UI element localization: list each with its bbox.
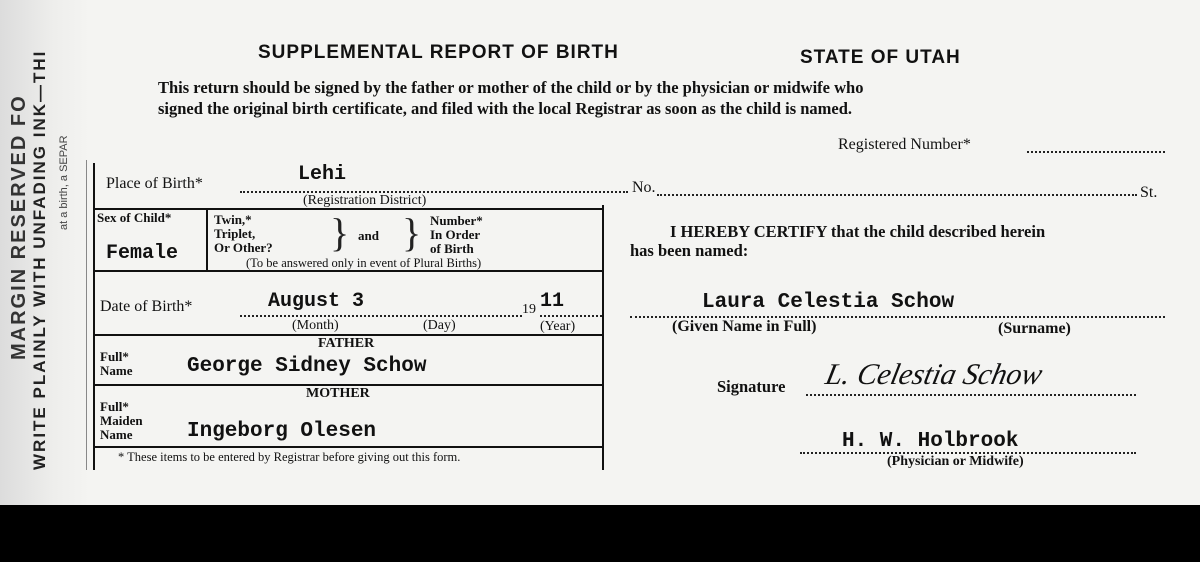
- and-label: and: [358, 228, 379, 243]
- mother-name-label-1: Full*: [100, 399, 129, 414]
- mother-name-value: Ingeborg Olesen: [187, 420, 377, 443]
- date-of-birth-label: Date of Birth*: [100, 298, 193, 315]
- year-line: [540, 315, 602, 317]
- certify-line-1: I HEREBY CERTIFY that the child described herein: [670, 222, 1046, 241]
- year-prefix: 19: [522, 302, 536, 317]
- registered-number-label: Registered Number*: [838, 136, 971, 153]
- surname-caption: (Surname): [998, 320, 1071, 337]
- registration-district-caption: (Registration District): [303, 193, 427, 208]
- registered-number-line: [1027, 151, 1165, 153]
- right-brace-icon: }: [402, 210, 422, 255]
- margin-ink-instruction: WRITE PLAINLY WITH UNFADING INK—THI: [30, 49, 49, 470]
- place-of-birth-label: Place of Birth*: [106, 175, 203, 192]
- sex-of-child-value: Female: [106, 242, 179, 265]
- signature-label: Signature: [717, 377, 786, 396]
- signature-handwriting: L. Celestia Schow: [822, 358, 1046, 391]
- street-label: St.: [1140, 184, 1158, 201]
- margin-reserved-text: MARGIN RESERVED FO: [8, 94, 30, 360]
- instruction-line-2: signed the original birth certificate, and filed with the local Registrar as soon as the child is named.: [158, 99, 853, 118]
- day-caption: (Day): [423, 318, 456, 333]
- certify-line-2: has been named:: [630, 241, 749, 260]
- father-name-label-2: Name: [100, 363, 133, 378]
- physician-name-value: H. W. Holbrook: [842, 430, 1019, 453]
- year-value: 11: [540, 290, 565, 313]
- date-month-day-value: August 3: [268, 290, 365, 313]
- twin-label-2: Triplet,: [214, 226, 256, 241]
- father-name-value: George Sidney Schow: [187, 355, 427, 378]
- sex-of-child-label: Sex of Child*: [97, 210, 172, 225]
- mother-name-label-3: Name: [100, 427, 133, 442]
- number-label-1: Number*: [430, 213, 483, 228]
- instruction-line-1: This return should be signed by the father or mother of the child or by the physician or midwife who: [158, 78, 864, 97]
- number-label-3: of Birth: [430, 241, 474, 256]
- street-line: [657, 194, 1137, 196]
- scan-background-band: [0, 505, 1200, 562]
- mother-name-label-2: Maiden: [100, 413, 143, 428]
- right-box-border: [602, 205, 604, 470]
- margin-fold-line: [86, 160, 87, 470]
- date-of-birth-line: [240, 315, 522, 317]
- mother-heading: MOTHER: [306, 386, 370, 401]
- plural-births-note: (To be answered only in event of Plural Births): [246, 256, 482, 270]
- no-label: No.: [632, 179, 656, 196]
- year-caption: (Year): [540, 319, 576, 334]
- father-heading: FATHER: [318, 336, 375, 351]
- signature-line: [806, 394, 1136, 396]
- registrar-footnote: * These items to be entered by Registrar before giving out this form.: [118, 450, 461, 464]
- twin-label-3: Or Other?: [214, 240, 273, 255]
- physician-caption: (Physician or Midwife): [887, 454, 1024, 469]
- place-of-birth-value: Lehi: [298, 163, 347, 186]
- twin-label-1: Twin,*: [214, 212, 252, 227]
- margin-side-note: at a birth, a SEPAR: [58, 135, 70, 230]
- place-of-birth-line: [240, 191, 628, 193]
- child-name-value: Laura Celestia Schow: [702, 291, 955, 314]
- state-title: STATE OF UTAH: [800, 47, 961, 68]
- row-divider-5: [93, 446, 604, 448]
- father-name-label-1: Full*: [100, 349, 129, 364]
- row-divider-2: [93, 270, 604, 272]
- given-name-caption: (Given Name in Full): [672, 318, 817, 335]
- month-caption: (Month): [292, 318, 339, 333]
- form-title: SUPPLEMENTAL REPORT OF BIRTH: [258, 42, 619, 63]
- left-brace-icon: }: [330, 210, 350, 255]
- sex-cell-divider: [206, 210, 208, 270]
- number-label-2: In Order: [430, 227, 481, 242]
